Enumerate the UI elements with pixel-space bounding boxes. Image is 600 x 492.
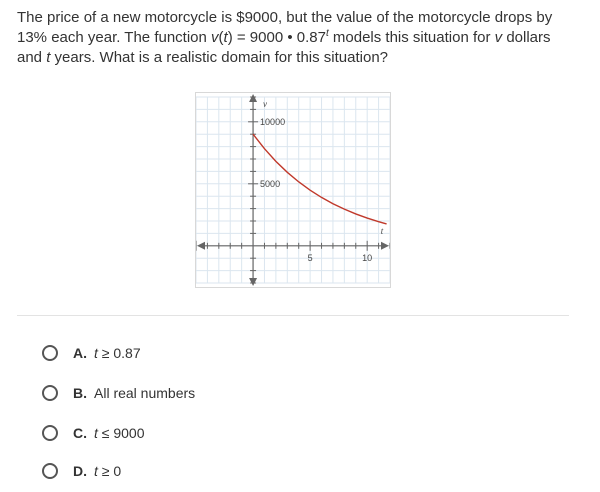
- choice-b[interactable]: [42, 382, 195, 404]
- radio-button-b[interactable]: [42, 385, 58, 401]
- choice-c[interactable]: [42, 422, 145, 444]
- graph: [195, 92, 391, 288]
- choice-d-letter: D.: [73, 463, 87, 479]
- choice-a-letter: A.: [73, 345, 87, 361]
- question-part4: years. What is a realistic domain for this situation?: [50, 49, 389, 66]
- y-tick-label: 10000: [260, 116, 286, 127]
- axes: [197, 94, 389, 286]
- choice-b-value: All real numbers: [94, 385, 196, 401]
- choice-a-text: [94, 345, 141, 361]
- x-axis-arrow-right: [381, 242, 389, 250]
- radio-button-a[interactable]: [42, 345, 58, 361]
- question-part3: dollars and: [17, 29, 551, 66]
- function-paren-open: (: [218, 29, 224, 46]
- radio-button-c[interactable]: [42, 425, 58, 441]
- question-part2: models this situation for: [328, 29, 495, 46]
- choice-d[interactable]: [42, 460, 121, 482]
- function-exponent: t: [325, 28, 329, 39]
- question-part1: The price of a new motorcycle is $9000, but the value of the motorcycle drops by 13% each year. The function: [17, 9, 553, 46]
- variable-t: t: [46, 49, 51, 66]
- chart-svg: [196, 93, 390, 287]
- grid: [196, 97, 390, 283]
- choice-a[interactable]: [42, 342, 141, 364]
- choice-c-var: t: [94, 425, 98, 441]
- y-tick-label: 5000: [260, 178, 281, 189]
- ticks: [196, 97, 390, 283]
- y-axis-arrow-down: [249, 278, 257, 286]
- choice-c-text: [94, 425, 145, 441]
- radio-button-d[interactable]: [42, 463, 58, 479]
- choice-d-text: [94, 463, 121, 479]
- choice-b-letter: B.: [73, 385, 87, 401]
- choice-b-text: [94, 385, 195, 401]
- choice-a-var: t: [94, 345, 98, 361]
- x-tick-label: 10: [362, 252, 373, 263]
- choice-a-value: ≥ 0.87: [97, 345, 141, 361]
- function-variable: t: [223, 29, 228, 46]
- y-axis-arrow-up: [249, 94, 257, 102]
- function-body: ) = 9000 • 0.87: [227, 29, 326, 46]
- x-axis-arrow-left: [197, 242, 205, 250]
- y-axis-label: v: [263, 99, 268, 109]
- x-tick-label: 5: [307, 252, 313, 263]
- divider: [17, 315, 569, 316]
- question-text: [17, 8, 577, 68]
- choice-c-letter: C.: [73, 425, 87, 441]
- x-axis-label: t: [380, 225, 384, 236]
- choice-d-value: ≥ 0: [97, 463, 122, 479]
- choice-d-var: t: [94, 463, 98, 479]
- function-name: v: [211, 29, 219, 46]
- variable-v: v: [494, 29, 503, 46]
- choice-c-value: ≤ 9000: [97, 425, 145, 441]
